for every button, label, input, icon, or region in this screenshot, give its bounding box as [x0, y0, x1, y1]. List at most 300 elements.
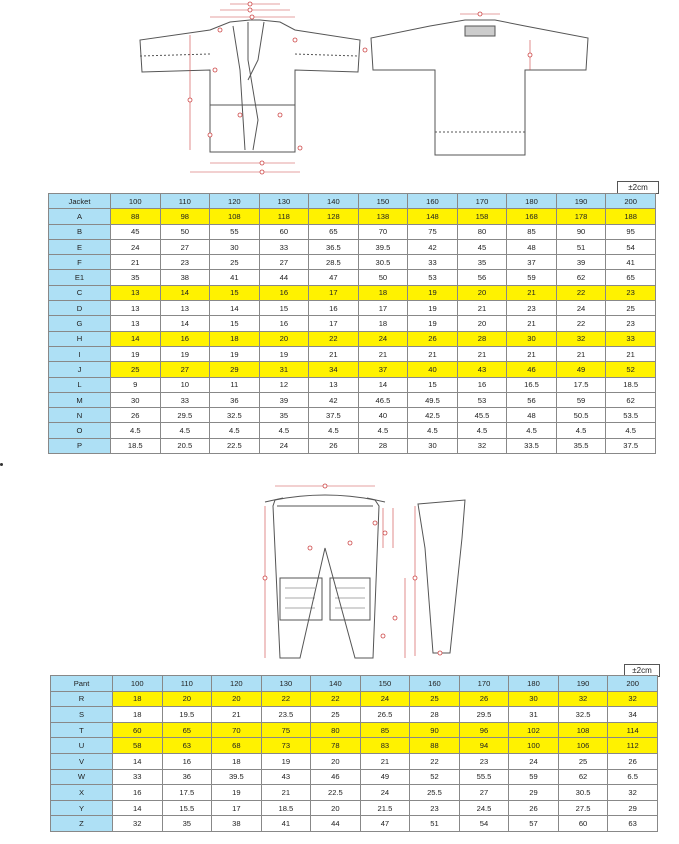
- pant-cell: 36: [162, 769, 212, 785]
- pant-cell: 24: [360, 691, 410, 707]
- pant-cell: 70: [212, 722, 262, 738]
- pant-cell: 21: [261, 785, 311, 801]
- jacket-cell: 30.5: [358, 255, 408, 270]
- jacket-cell: 128: [309, 209, 359, 224]
- jacket-cell: 19: [160, 346, 210, 361]
- jacket-size-header: 190: [556, 194, 606, 209]
- jacket-cell: 43: [457, 362, 507, 377]
- pant-cell: 26: [459, 691, 509, 707]
- jacket-cell: 21: [556, 346, 606, 361]
- pant-cell: 20: [311, 800, 361, 816]
- jacket-cell: 41: [210, 270, 260, 285]
- jacket-diagram: [130, 0, 610, 178]
- jacket-cell: 53: [457, 392, 507, 407]
- pant-row-label: T: [51, 722, 113, 738]
- jacket-row: [49, 423, 656, 438]
- pant-cell: 24: [509, 753, 559, 769]
- pant-cell: 62: [558, 769, 608, 785]
- jacket-row-label: J: [49, 362, 111, 377]
- pant-cell: 44: [311, 816, 361, 832]
- jacket-cell: 51: [556, 239, 606, 254]
- pant-cell: 16: [113, 785, 163, 801]
- pant-cell: 18.5: [261, 800, 311, 816]
- jacket-cell: 46: [507, 362, 557, 377]
- jacket-cell: 21: [111, 255, 161, 270]
- pant-size-table: [50, 675, 658, 832]
- pant-cell: 6.5: [608, 769, 658, 785]
- pant-cell: 43: [261, 769, 311, 785]
- jacket-size-header: 200: [606, 194, 656, 209]
- jacket-cell: 26: [408, 331, 458, 346]
- jacket-cell: 29: [210, 362, 260, 377]
- pant-cell: 17.5: [162, 785, 212, 801]
- pant-cell: 58: [113, 738, 163, 754]
- pant-size-header: 140: [311, 676, 361, 692]
- jacket-cell: 50.5: [556, 408, 606, 423]
- pant-cell: 16: [162, 753, 212, 769]
- jacket-cell: 50: [160, 224, 210, 239]
- pant-cell: 22: [261, 691, 311, 707]
- jacket-size-header: 160: [408, 194, 458, 209]
- jacket-row: [49, 438, 656, 453]
- jacket-cell: 4.5: [358, 423, 408, 438]
- pant-cell: 26: [608, 753, 658, 769]
- jacket-cell: 42.5: [408, 408, 458, 423]
- pant-cell: 32: [113, 816, 163, 832]
- pant-row-label: W: [51, 769, 113, 785]
- jacket-cell: 80: [457, 224, 507, 239]
- jacket-row-label: F: [49, 255, 111, 270]
- jacket-cell: 13: [111, 285, 161, 300]
- pant-cell: 102: [509, 722, 559, 738]
- jacket-cell: 4.5: [160, 423, 210, 438]
- jacket-cell: 85: [507, 224, 557, 239]
- jacket-cell: 21: [457, 346, 507, 361]
- jacket-cell: 15: [210, 316, 260, 331]
- pant-cell: 88: [410, 738, 460, 754]
- pant-cell: 29.5: [459, 707, 509, 723]
- jacket-cell: 49: [556, 362, 606, 377]
- jacket-cell: 31: [259, 362, 309, 377]
- pants-diagram: [255, 478, 495, 663]
- jacket-row: [49, 301, 656, 316]
- jacket-cell: 60: [259, 224, 309, 239]
- pant-cell: 25: [410, 691, 460, 707]
- pant-cell: 21: [360, 753, 410, 769]
- jacket-cell: 108: [210, 209, 260, 224]
- jacket-cell: 21: [358, 346, 408, 361]
- jacket-cell: 26: [111, 408, 161, 423]
- jacket-cell: 4.5: [408, 423, 458, 438]
- jacket-cell: 22: [309, 331, 359, 346]
- jacket-cell: 19: [408, 301, 458, 316]
- pant-header-row: [51, 676, 658, 692]
- pant-cell: 112: [608, 738, 658, 754]
- pant-cell: 32: [558, 691, 608, 707]
- pant-cell: 17: [212, 800, 262, 816]
- jacket-row: [49, 224, 656, 239]
- pant-cell: 75: [261, 722, 311, 738]
- jacket-cell: 52: [606, 362, 656, 377]
- jacket-cell: 46.5: [358, 392, 408, 407]
- jacket-cell: 27: [160, 239, 210, 254]
- jacket-cell: 23: [606, 316, 656, 331]
- jacket-cell: 14: [160, 316, 210, 331]
- jacket-cell: 13: [160, 301, 210, 316]
- jacket-cell: 37.5: [606, 438, 656, 453]
- pant-cell: 29: [509, 785, 559, 801]
- jacket-cell: 26: [309, 438, 359, 453]
- pant-cell: 68: [212, 738, 262, 754]
- pant-cell: 32: [608, 785, 658, 801]
- jacket-cell: 28.5: [309, 255, 359, 270]
- jacket-cell: 14: [111, 331, 161, 346]
- jacket-row: [49, 377, 656, 392]
- pant-cell: 27.5: [558, 800, 608, 816]
- pant-cell: 28: [410, 707, 460, 723]
- pant-cell: 20: [162, 691, 212, 707]
- jacket-cell: 56: [507, 392, 557, 407]
- pant-cell: 21: [212, 707, 262, 723]
- jacket-cell: 56: [457, 270, 507, 285]
- jacket-cell: 18.5: [111, 438, 161, 453]
- jacket-row-label: E: [49, 239, 111, 254]
- jacket-cell: 13: [309, 377, 359, 392]
- jacket-cell: 14: [358, 377, 408, 392]
- pant-cell: 55.5: [459, 769, 509, 785]
- jacket-cell: 90: [556, 224, 606, 239]
- jacket-size-header: 130: [259, 194, 309, 209]
- jacket-cell: 39.5: [358, 239, 408, 254]
- jacket-size-header: 140: [309, 194, 359, 209]
- jacket-cell: 15: [210, 285, 260, 300]
- jacket-cell: 30: [210, 239, 260, 254]
- jacket-cell: 44: [259, 270, 309, 285]
- jacket-cell: 50: [358, 270, 408, 285]
- jacket-row-label: D: [49, 301, 111, 316]
- pant-size-header: 100: [113, 676, 163, 692]
- jacket-cell: 33.5: [507, 438, 557, 453]
- jacket-cell: 21: [507, 346, 557, 361]
- jacket-cell: 15: [259, 301, 309, 316]
- jacket-cell: 20: [259, 331, 309, 346]
- bullet-mark: [0, 463, 3, 466]
- pant-size-header: 180: [509, 676, 559, 692]
- jacket-cell: 21: [309, 346, 359, 361]
- jacket-row-label: C: [49, 285, 111, 300]
- jacket-row: [49, 209, 656, 224]
- jacket-row-label: A: [49, 209, 111, 224]
- pant-cell: 108: [558, 722, 608, 738]
- pant-cell: 80: [311, 722, 361, 738]
- jacket-cell: 42: [408, 239, 458, 254]
- pant-cell: 22.5: [311, 785, 361, 801]
- pant-cell: 25.5: [410, 785, 460, 801]
- pant-cell: 106: [558, 738, 608, 754]
- pant-cell: 24: [360, 785, 410, 801]
- jacket-cell: 21: [507, 316, 557, 331]
- jacket-size-header: 100: [111, 194, 161, 209]
- pant-cell: 83: [360, 738, 410, 754]
- jacket-cell: 17: [309, 316, 359, 331]
- pant-row-label: U: [51, 738, 113, 754]
- jacket-cell: 88: [111, 209, 161, 224]
- jacket-cell: 30: [507, 331, 557, 346]
- pant-cell: 52: [410, 769, 460, 785]
- pant-cell: 22: [311, 691, 361, 707]
- pant-cell: 90: [410, 722, 460, 738]
- jacket-cell: 4.5: [457, 423, 507, 438]
- jacket-cell: 65: [606, 270, 656, 285]
- pant-row: [51, 738, 658, 754]
- pant-cell: 25: [311, 707, 361, 723]
- jacket-cell: 4.5: [259, 423, 309, 438]
- jacket-size-header: 170: [457, 194, 507, 209]
- pant-cell: 26.5: [360, 707, 410, 723]
- jacket-cell: 59: [507, 270, 557, 285]
- pant-row-label: Z: [51, 816, 113, 832]
- pant-row: [51, 785, 658, 801]
- jacket-tolerance-note: ±2cm: [617, 181, 659, 194]
- jacket-cell: 48: [507, 408, 557, 423]
- jacket-cell: 19: [259, 346, 309, 361]
- jacket-cell: 9: [111, 377, 161, 392]
- jacket-cell: 16: [259, 316, 309, 331]
- pant-size-header: 130: [261, 676, 311, 692]
- pant-cell: 63: [608, 816, 658, 832]
- jacket-row: [49, 285, 656, 300]
- jacket-row: [49, 362, 656, 377]
- jacket-cell: 30: [111, 392, 161, 407]
- pant-cell: 24.5: [459, 800, 509, 816]
- jacket-cell: 19: [111, 346, 161, 361]
- jacket-header-label: Jacket: [49, 194, 111, 209]
- pant-row-label: V: [51, 753, 113, 769]
- jacket-cell: 22: [556, 285, 606, 300]
- jacket-cell: 20: [457, 316, 507, 331]
- jacket-cell: 48: [507, 239, 557, 254]
- jacket-cell: 138: [358, 209, 408, 224]
- jacket-cell: 39: [259, 392, 309, 407]
- jacket-size-header: 180: [507, 194, 557, 209]
- jacket-size-table: [48, 193, 656, 454]
- jacket-cell: 49.5: [408, 392, 458, 407]
- pant-cell: 39.5: [212, 769, 262, 785]
- jacket-cell: 45: [457, 239, 507, 254]
- pant-cell: 21.5: [360, 800, 410, 816]
- pant-cell: 25: [558, 753, 608, 769]
- jacket-cell: 19: [408, 316, 458, 331]
- pant-cell: 22: [410, 753, 460, 769]
- jacket-cell: 25: [606, 301, 656, 316]
- pant-cell: 78: [311, 738, 361, 754]
- pant-tolerance-note: ±2cm: [624, 664, 660, 677]
- jacket-cell: 32: [457, 438, 507, 453]
- pant-cell: 29: [608, 800, 658, 816]
- jacket-row: [49, 239, 656, 254]
- jacket-cell: 4.5: [556, 423, 606, 438]
- jacket-cell: 20.5: [160, 438, 210, 453]
- jacket-cell: 29.5: [160, 408, 210, 423]
- jacket-cell: 4.5: [309, 423, 359, 438]
- pant-cell: 54: [459, 816, 509, 832]
- pant-cell: 38: [212, 816, 262, 832]
- pant-row: [51, 691, 658, 707]
- jacket-cell: 35: [457, 255, 507, 270]
- pant-cell: 14: [113, 800, 163, 816]
- jacket-row: [49, 316, 656, 331]
- pant-size-header: 120: [212, 676, 262, 692]
- jacket-cell: 16: [309, 301, 359, 316]
- jacket-cell: 36.5: [309, 239, 359, 254]
- jacket-cell: 32.5: [210, 408, 260, 423]
- jacket-cell: 15: [408, 377, 458, 392]
- pant-cell: 26: [509, 800, 559, 816]
- pant-size-header: 150: [360, 676, 410, 692]
- pant-row-label: R: [51, 691, 113, 707]
- jacket-cell: 18: [210, 331, 260, 346]
- pant-cell: 27: [459, 785, 509, 801]
- pant-row-label: X: [51, 785, 113, 801]
- pant-row: [51, 800, 658, 816]
- jacket-cell: 34: [309, 362, 359, 377]
- jacket-cell: 33: [259, 239, 309, 254]
- jacket-cell: 11: [210, 377, 260, 392]
- pant-cell: 41: [261, 816, 311, 832]
- jacket-row-label: N: [49, 408, 111, 423]
- pant-row: [51, 753, 658, 769]
- jacket-cell: 33: [408, 255, 458, 270]
- jacket-row-label: P: [49, 438, 111, 453]
- jacket-cell: 65: [309, 224, 359, 239]
- pant-cell: 15.5: [162, 800, 212, 816]
- jacket-cell: 4.5: [507, 423, 557, 438]
- pant-row-label: Y: [51, 800, 113, 816]
- pant-cell: 63: [162, 738, 212, 754]
- pant-size-header: 170: [459, 676, 509, 692]
- pant-cell: 19: [261, 753, 311, 769]
- jacket-cell: 39: [556, 255, 606, 270]
- pant-cell: 18: [113, 691, 163, 707]
- jacket-cell: 70: [358, 224, 408, 239]
- jacket-cell: 32: [556, 331, 606, 346]
- pant-row: [51, 722, 658, 738]
- jacket-cell: 16: [160, 331, 210, 346]
- pant-header-label: Pant: [51, 676, 113, 692]
- jacket-cell: 178: [556, 209, 606, 224]
- pant-cell: 14: [113, 753, 163, 769]
- jacket-cell: 21: [606, 346, 656, 361]
- jacket-row: [49, 270, 656, 285]
- jacket-cell: 45: [111, 224, 161, 239]
- jacket-row: [49, 408, 656, 423]
- pant-row: [51, 816, 658, 832]
- jacket-cell: 41: [606, 255, 656, 270]
- pant-cell: 114: [608, 722, 658, 738]
- pant-size-header: 190: [558, 676, 608, 692]
- pant-cell: 34: [608, 707, 658, 723]
- jacket-cell: 16: [457, 377, 507, 392]
- jacket-cell: 75: [408, 224, 458, 239]
- jacket-cell: 14: [160, 285, 210, 300]
- jacket-cell: 18.5: [606, 377, 656, 392]
- jacket-cell: 188: [606, 209, 656, 224]
- jacket-cell: 62: [556, 270, 606, 285]
- pant-cell: 60: [558, 816, 608, 832]
- jacket-size-header: 120: [210, 194, 260, 209]
- jacket-cell: 40: [408, 362, 458, 377]
- jacket-cell: 12: [259, 377, 309, 392]
- pant-cell: 65: [162, 722, 212, 738]
- jacket-cell: 22: [556, 316, 606, 331]
- jacket-row-label: G: [49, 316, 111, 331]
- jacket-row: [49, 346, 656, 361]
- pant-cell: 59: [509, 769, 559, 785]
- jacket-cell: 16: [259, 285, 309, 300]
- pant-row-label: S: [51, 707, 113, 723]
- pant-cell: 49: [360, 769, 410, 785]
- jacket-row-label: L: [49, 377, 111, 392]
- jacket-cell: 21: [408, 346, 458, 361]
- pant-cell: 94: [459, 738, 509, 754]
- pant-cell: 18: [113, 707, 163, 723]
- pant-cell: 96: [459, 722, 509, 738]
- jacket-cell: 98: [160, 209, 210, 224]
- jacket-cell: 24: [111, 239, 161, 254]
- jacket-cell: 20: [457, 285, 507, 300]
- pant-size-header: 160: [410, 676, 460, 692]
- jacket-cell: 23: [606, 285, 656, 300]
- jacket-cell: 16.5: [507, 377, 557, 392]
- jacket-cell: 30: [408, 438, 458, 453]
- pant-cell: 85: [360, 722, 410, 738]
- pant-cell: 46: [311, 769, 361, 785]
- pant-cell: 19: [212, 785, 262, 801]
- jacket-row-label: O: [49, 423, 111, 438]
- jacket-size-header: 150: [358, 194, 408, 209]
- jacket-cell: 118: [259, 209, 309, 224]
- jacket-cell: 37.5: [309, 408, 359, 423]
- jacket-cell: 33: [160, 392, 210, 407]
- jacket-cell: 168: [507, 209, 557, 224]
- jacket-cell: 53.5: [606, 408, 656, 423]
- jacket-cell: 4.5: [606, 423, 656, 438]
- jacket-cell: 24: [358, 331, 408, 346]
- jacket-cell: 35: [259, 408, 309, 423]
- jacket-cell: 23: [507, 301, 557, 316]
- jacket-cell: 18: [358, 285, 408, 300]
- pant-cell: 100: [509, 738, 559, 754]
- pant-cell: 35: [162, 816, 212, 832]
- jacket-cell: 37: [507, 255, 557, 270]
- jacket-cell: 17.5: [556, 377, 606, 392]
- jacket-cell: 40: [358, 408, 408, 423]
- jacket-row: [49, 331, 656, 346]
- jacket-cell: 14: [210, 301, 260, 316]
- jacket-cell: 10: [160, 377, 210, 392]
- jacket-cell: 27: [160, 362, 210, 377]
- jacket-cell: 47: [309, 270, 359, 285]
- pant-cell: 20: [311, 753, 361, 769]
- pant-cell: 23.5: [261, 707, 311, 723]
- pant-size-header: 110: [162, 676, 212, 692]
- pant-cell: 73: [261, 738, 311, 754]
- jacket-cell: 25: [210, 255, 260, 270]
- jacket-cell: 19: [408, 285, 458, 300]
- jacket-row: [49, 255, 656, 270]
- pant-cell: 18: [212, 753, 262, 769]
- jacket-cell: 4.5: [111, 423, 161, 438]
